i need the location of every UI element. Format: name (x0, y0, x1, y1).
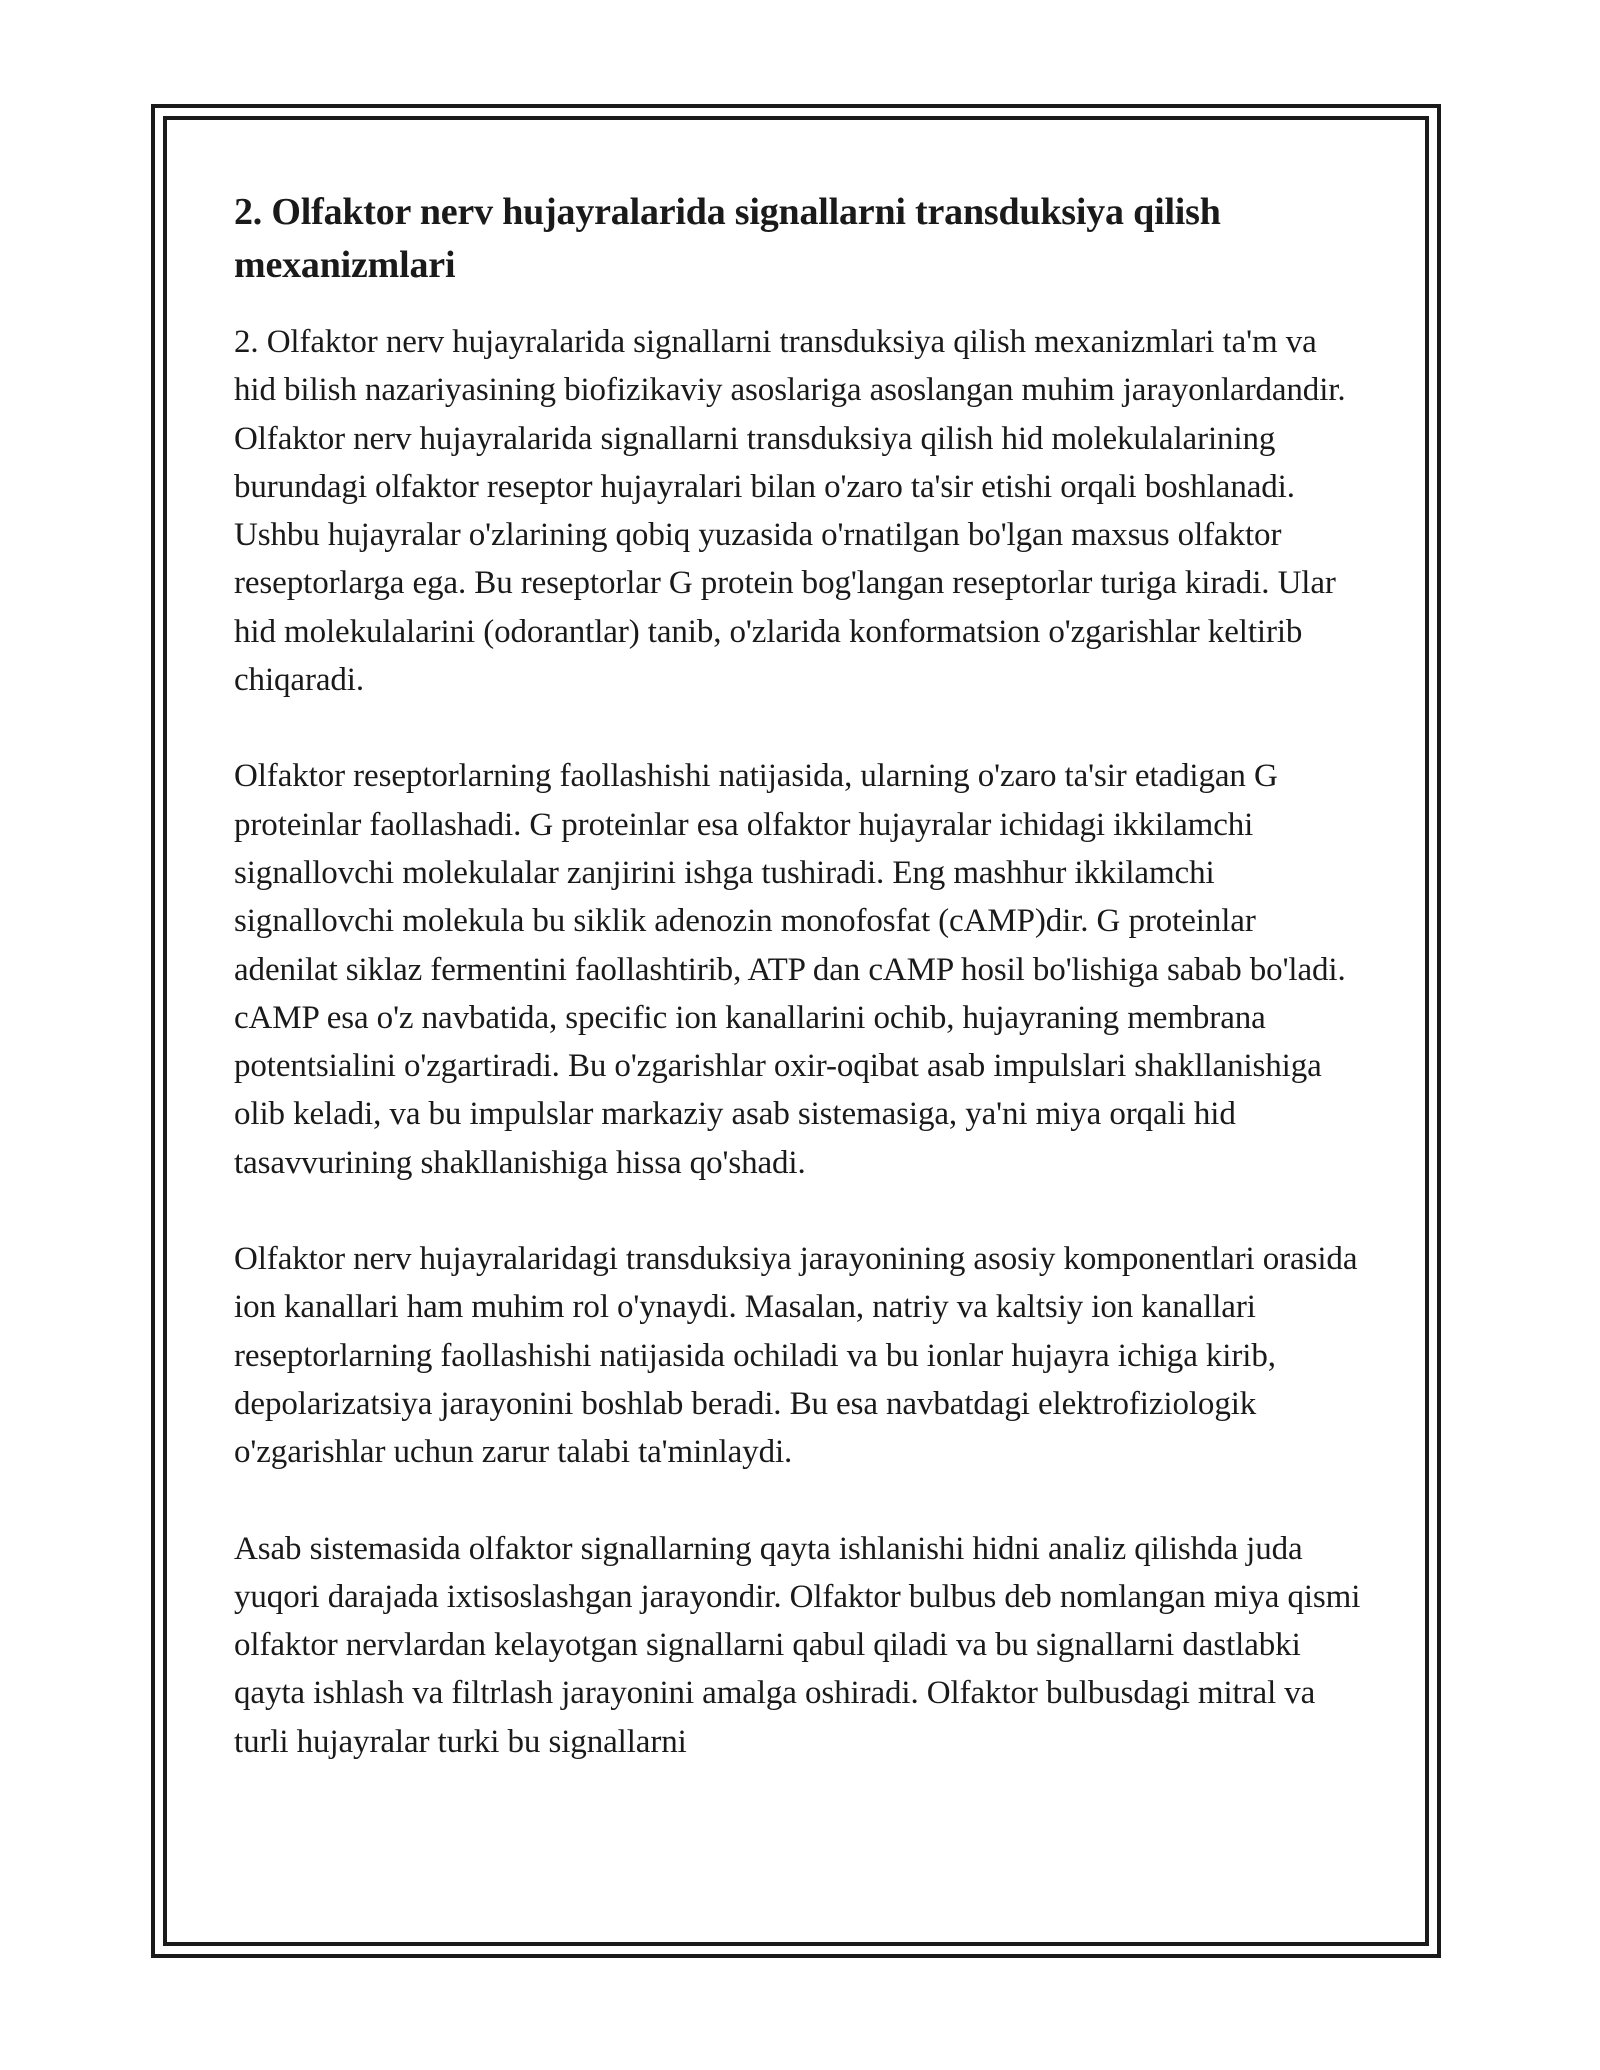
paragraph-2: Olfaktor reseptorlarning faollashishi natijasida, ularning o'zaro ta'sir etadigan G proteinlar faollashadi. G proteinlar esa olfaktor hujayralar ichidagi ikkilamchi signallovchi molekulalar zanjirini ishga tushiradi. Eng mashhur ikkilamchi signallovchi molekula bu siklik adenozin monofosfat (cAMP)dir. G proteinlar adenilat siklaz fermentini faollashtirib, ATP dan cAMP hosil bo'lishiga sabab bo'ladi. cAMP esa o'z navbatida, specific ion kanallarini ochib, hujayraning membrana potentsialini o'zgartiradi. Bu o'zgarishlar oxir-oqibat asab impulslari shakllanishiga olib keladi, va bu impulslar markaziy asab sistemasiga, ya'ni miya orqali hid tasavvurining shakllanishiga hissa qo'shadi. (234, 758, 1346, 1181)
paragraph-3: Olfaktor nerv hujayralaridagi transduksiya jarayonining asosiy komponentlari orasida ion kanallari ham muhim rol o'ynaydi. Masalan, natriy va kaltsiy ion kanallari reseptorlarning faollashishi natijasida ochiladi va bu ionlar hujayra ichiga kirib, depolarizatsiya jarayonini boshlab beradi. Bu esa navbatdagi elektrofiziologik o'zgarishlar uchun zarur talabi ta'minlaydi. (234, 1241, 1358, 1471)
section-heading: 2. Olfaktor nerv hujayralarida signallarni transduksiya qilish mexanizmlari (234, 191, 1221, 286)
paragraph-4: Asab sistemasida olfaktor signallarning qayta ishlanishi hidni analiz qilishda juda yuqori darajada ixtisoslashgan jarayondir. Olfaktor bulbus deb nomlangan miya qismi olfaktor nervlardan kelayotgan signallarni qabul qiladi va bu signallarni dastlabki qayta ishlash va filtrlash jarayonini amalga oshiradi. Olfaktor bulbusdagi mitral va turli hujayralar turki bu signallarni (234, 1530, 1361, 1760)
document-body (234, 186, 1364, 1814)
paragraph-1: 2. Olfaktor nerv hujayralarida signallarni transduksiya qilish mexanizmlari ta'm va hid bilish nazariyasining biofizikaviy asoslariga asoslangan muhim jarayonlardandir. Olfaktor nerv hujayralarida signallarni transduksiya qilish hid molekulalarining burundagi olfaktor reseptor hujayralari bilan o'zaro ta'sir etishi orqali boshlanadi. Ushbu hujayralar o'zlarining qobiq yuzasida o'rnatilgan bo'lgan maxsus olfaktor reseptorlarga ega. Bu reseptorlar G protein bog'langan reseptorlar turiga kiradi. Ular hid molekulalarini (odorantlar) tanib, o'zlarida konformatsion o'zgarishlar keltirib chiqaradi. (234, 324, 1346, 699)
